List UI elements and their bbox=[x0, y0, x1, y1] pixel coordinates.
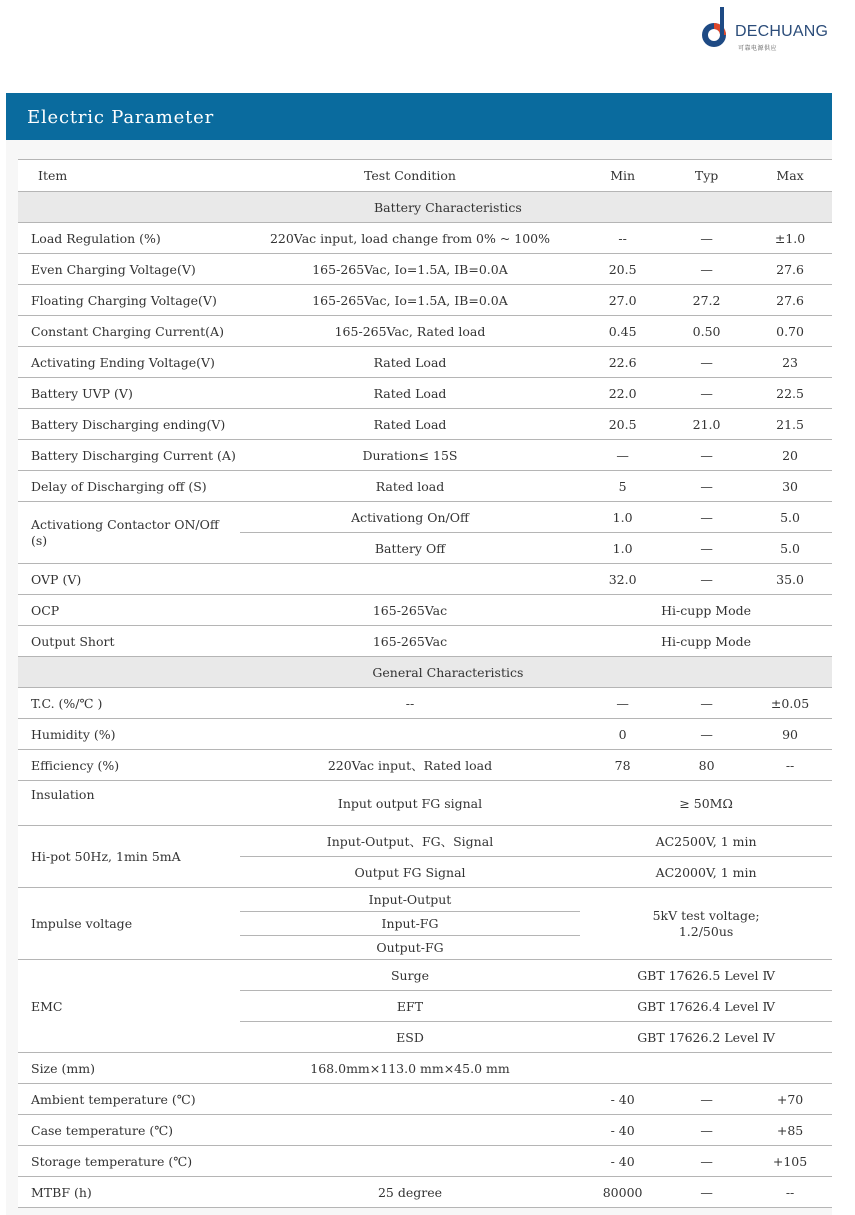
cell-item: Battery UVP (V) bbox=[18, 377, 240, 408]
table-row bbox=[18, 825, 832, 856]
cell-min: -- bbox=[580, 222, 665, 253]
cell-max: -- bbox=[748, 1176, 832, 1208]
cell-max: 27.6 bbox=[748, 284, 832, 315]
cell-min: 20.5 bbox=[580, 408, 665, 439]
table-row bbox=[18, 346, 832, 377]
cell-typ: — bbox=[665, 253, 748, 284]
table-row bbox=[18, 470, 832, 501]
cell-item: Impulse voltage bbox=[18, 887, 240, 959]
table-row bbox=[18, 253, 832, 284]
cell-condition: 168.0mm×113.0 mm×45.0 mm bbox=[240, 1052, 580, 1083]
table-row bbox=[18, 284, 832, 315]
cell-item: Output Short bbox=[18, 625, 240, 656]
cell-min: 80000 bbox=[580, 1176, 665, 1208]
cell-min: 1.0 bbox=[580, 501, 665, 532]
cell-min: 0.45 bbox=[580, 315, 665, 346]
page-title: Electric Parameter bbox=[27, 107, 215, 128]
cell-item: Load Regulation (%) bbox=[18, 222, 240, 253]
cell-condition bbox=[240, 1145, 580, 1176]
cell-typ: — bbox=[665, 563, 748, 594]
cell-condition bbox=[240, 1114, 580, 1145]
brand-subtitle: 可靠电源供应 bbox=[738, 46, 778, 52]
cell-condition: EFT bbox=[240, 990, 580, 1021]
cell-condition: Rated load bbox=[240, 470, 580, 501]
cell-item: Size (mm) bbox=[18, 1052, 240, 1083]
cell-condition: 165-265Vac, Io=1.5A, IB=0.0A bbox=[240, 284, 580, 315]
cell-item: Ambient temperature (℃) bbox=[18, 1083, 240, 1114]
cell-typ: — bbox=[665, 346, 748, 377]
cell-max: 90 bbox=[748, 718, 832, 749]
cell-item: Efficiency (%) bbox=[18, 749, 240, 780]
cell-item: Even Charging Voltage(V) bbox=[18, 253, 240, 284]
cell-item: Constant Charging Current(A) bbox=[18, 315, 240, 346]
cell-max: 20 bbox=[748, 439, 832, 470]
table-row bbox=[18, 1083, 832, 1114]
table-row bbox=[18, 687, 832, 718]
cell-typ: — bbox=[665, 687, 748, 718]
header-typ: Typ bbox=[665, 159, 748, 191]
cell-max: 21.5 bbox=[748, 408, 832, 439]
cell-condition: 165-265Vac bbox=[240, 625, 580, 656]
cell-value: GBT 17626.2 Level Ⅳ bbox=[580, 1021, 832, 1052]
table-row bbox=[18, 625, 832, 656]
brand-name: DECHUANG bbox=[735, 23, 829, 40]
cell-condition: 220Vac input, load change from 0% ~ 100% bbox=[240, 222, 580, 253]
section-header-row bbox=[18, 191, 832, 222]
table-row bbox=[18, 780, 832, 825]
cell-max: +70 bbox=[748, 1083, 832, 1114]
cell-max: 5.0 bbox=[748, 501, 832, 532]
header-test-condition: Test Condition bbox=[240, 159, 580, 191]
table-row bbox=[18, 1145, 832, 1176]
cell-item: Hi-pot 50Hz, 1min 5mA bbox=[18, 825, 240, 887]
cell-value: AC2500V, 1 min bbox=[580, 825, 832, 856]
cell-typ: — bbox=[665, 377, 748, 408]
cell-item: Delay of Discharging off (S) bbox=[18, 470, 240, 501]
cell-condition: 220Vac input、Rated load bbox=[240, 749, 580, 780]
cell-typ: 0.50 bbox=[665, 315, 748, 346]
table-row bbox=[18, 222, 832, 253]
table-row bbox=[18, 887, 832, 911]
section-battery-characteristics: Battery Characteristics bbox=[240, 191, 832, 222]
cell-condition: Activationg On/Off bbox=[240, 501, 580, 532]
cell-min: - 40 bbox=[580, 1083, 665, 1114]
cell-max: 22.5 bbox=[748, 377, 832, 408]
cell-min: — bbox=[580, 439, 665, 470]
cell-item: Storage temperature (℃) bbox=[18, 1145, 240, 1176]
cell-min: 22.0 bbox=[580, 377, 665, 408]
cell-max: 35.0 bbox=[748, 563, 832, 594]
cell-item: Activating Ending Voltage(V) bbox=[18, 346, 240, 377]
table-row bbox=[18, 718, 832, 749]
cell-min: 32.0 bbox=[580, 563, 665, 594]
cell-condition: Input-Output bbox=[240, 887, 580, 911]
cell-condition bbox=[240, 563, 580, 594]
cell-item: EMC bbox=[18, 959, 240, 1052]
cell-item: Insulation bbox=[18, 780, 240, 825]
cell-condition: -- bbox=[240, 687, 580, 718]
cell-min: 0 bbox=[580, 718, 665, 749]
section-header-row bbox=[18, 656, 832, 687]
cell-typ: — bbox=[665, 222, 748, 253]
cell-min bbox=[580, 1052, 665, 1083]
cell-max: 23 bbox=[748, 346, 832, 377]
cell-min: 22.6 bbox=[580, 346, 665, 377]
cell-condition: 165-265Vac, Rated load bbox=[240, 315, 580, 346]
table-row bbox=[18, 501, 832, 532]
section-title-bar bbox=[6, 93, 832, 140]
table-row bbox=[18, 1052, 832, 1083]
cell-min: 20.5 bbox=[580, 253, 665, 284]
cell-item: Case temperature (℃) bbox=[18, 1114, 240, 1145]
cell-condition bbox=[240, 718, 580, 749]
cell-item: Battery Discharging Current (A) bbox=[18, 439, 240, 470]
cell-condition: Rated Load bbox=[240, 346, 580, 377]
cell-condition: Input-FG bbox=[240, 911, 580, 935]
table-row bbox=[18, 439, 832, 470]
cell-typ: 80 bbox=[665, 749, 748, 780]
cell-min: 5 bbox=[580, 470, 665, 501]
table-row bbox=[18, 563, 832, 594]
cell-condition: Rated Load bbox=[240, 408, 580, 439]
cell-min: - 40 bbox=[580, 1114, 665, 1145]
cell-typ: — bbox=[665, 1176, 748, 1208]
cell-item: Humidity (%) bbox=[18, 718, 240, 749]
cell-item: MTBF (h) bbox=[18, 1176, 240, 1208]
cell-typ: — bbox=[665, 1114, 748, 1145]
section-general-characteristics: General Characteristics bbox=[240, 656, 832, 687]
cell-typ: 27.2 bbox=[665, 284, 748, 315]
cell-typ: — bbox=[665, 501, 748, 532]
cell-item: OVP (V) bbox=[18, 563, 240, 594]
cell-condition: Input output FG signal bbox=[240, 780, 580, 825]
table-row bbox=[18, 408, 832, 439]
electric-parameter-table bbox=[18, 159, 832, 1208]
cell-item: T.C. (%/℃ ) bbox=[18, 687, 240, 718]
cell-condition: 25 degree bbox=[240, 1176, 580, 1208]
cell-value: 5kV test voltage; 1.2/50us bbox=[580, 887, 832, 959]
table-row bbox=[18, 1176, 832, 1208]
cell-item: OCP bbox=[18, 594, 240, 625]
brand-logo bbox=[698, 5, 838, 55]
cell-max: 0.70 bbox=[748, 315, 832, 346]
cell-max: +105 bbox=[748, 1145, 832, 1176]
cell-typ: — bbox=[665, 718, 748, 749]
cell-value: AC2000V, 1 min bbox=[580, 856, 832, 887]
cell-typ: — bbox=[665, 532, 748, 563]
cell-max: ±1.0 bbox=[748, 222, 832, 253]
table-row bbox=[18, 377, 832, 408]
cell-typ: — bbox=[665, 439, 748, 470]
table-row bbox=[18, 1114, 832, 1145]
cell-condition: Output FG Signal bbox=[240, 856, 580, 887]
table-row bbox=[18, 749, 832, 780]
cell-min: — bbox=[580, 687, 665, 718]
cell-typ: 21.0 bbox=[665, 408, 748, 439]
cell-condition: 165-265Vac, Io=1.5A, IB=0.0A bbox=[240, 253, 580, 284]
cell-max: 27.6 bbox=[748, 253, 832, 284]
header-item: Item bbox=[18, 159, 240, 191]
cell-condition: Duration≤ 15S bbox=[240, 439, 580, 470]
cell-value: Hi-cupp Mode bbox=[580, 625, 832, 656]
cell-condition: Rated Load bbox=[240, 377, 580, 408]
cell-max: 30 bbox=[748, 470, 832, 501]
cell-max: 5.0 bbox=[748, 532, 832, 563]
cell-max: +85 bbox=[748, 1114, 832, 1145]
header-max: Max bbox=[748, 159, 832, 191]
cell-min: 1.0 bbox=[580, 532, 665, 563]
cell-max bbox=[748, 1052, 832, 1083]
table-row bbox=[18, 315, 832, 346]
cell-value: Hi-cupp Mode bbox=[580, 594, 832, 625]
cell-typ: — bbox=[665, 1145, 748, 1176]
cell-typ: — bbox=[665, 470, 748, 501]
cell-condition: Output-FG bbox=[240, 935, 580, 959]
table-row bbox=[18, 594, 832, 625]
cell-max: -- bbox=[748, 749, 832, 780]
table-row bbox=[18, 959, 832, 990]
table-header-row bbox=[18, 159, 832, 191]
cell-min: 78 bbox=[580, 749, 665, 780]
cell-item: Activationg Contactor ON/Off (s) bbox=[18, 501, 240, 563]
cell-condition: 165-265Vac bbox=[240, 594, 580, 625]
cell-max: ±0.05 bbox=[748, 687, 832, 718]
cell-item: Battery Discharging ending(V) bbox=[18, 408, 240, 439]
cell-condition: Surge bbox=[240, 959, 580, 990]
cell-value: ≥ 50MΩ bbox=[580, 780, 832, 825]
cell-typ: — bbox=[665, 1083, 748, 1114]
cell-condition: Input-Output、FG、Signal bbox=[240, 825, 580, 856]
dechuang-logo-icon bbox=[698, 5, 738, 55]
cell-condition bbox=[240, 1083, 580, 1114]
header-min: Min bbox=[580, 159, 665, 191]
cell-typ bbox=[665, 1052, 748, 1083]
cell-condition: ESD bbox=[240, 1021, 580, 1052]
cell-condition: Battery Off bbox=[240, 532, 580, 563]
cell-min: 27.0 bbox=[580, 284, 665, 315]
cell-min: - 40 bbox=[580, 1145, 665, 1176]
cell-value: GBT 17626.5 Level Ⅳ bbox=[580, 959, 832, 990]
cell-value: GBT 17626.4 Level Ⅳ bbox=[580, 990, 832, 1021]
cell-item: Floating Charging Voltage(V) bbox=[18, 284, 240, 315]
